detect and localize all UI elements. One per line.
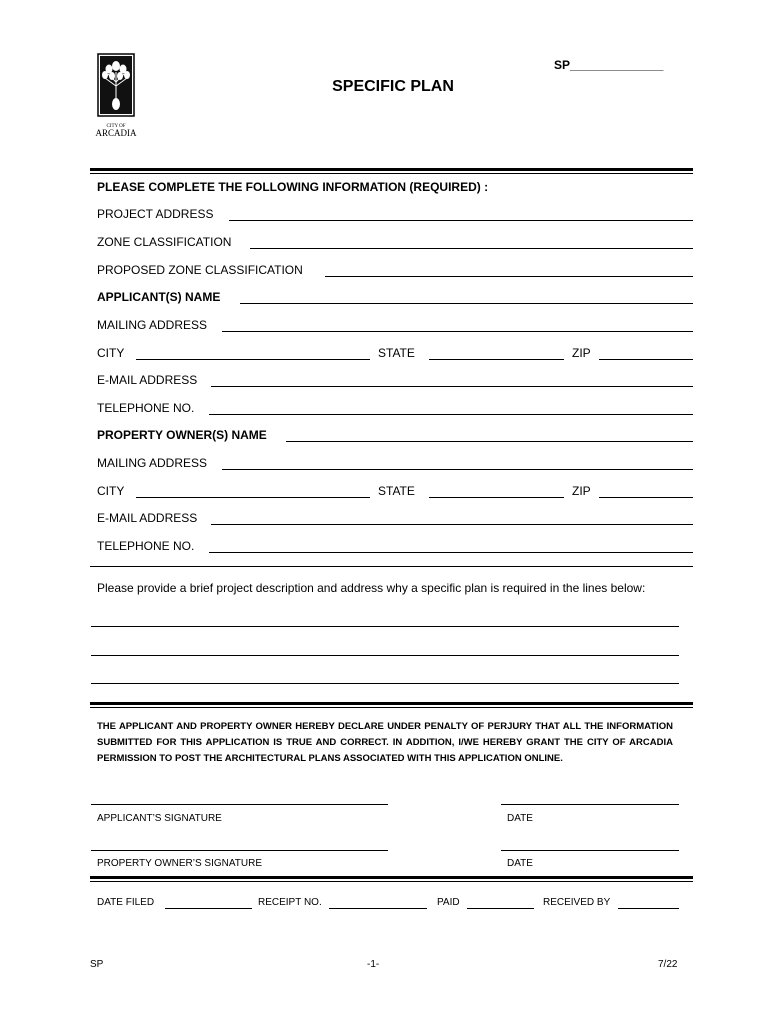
logo-text-small: CITY OF [106,124,126,129]
owner-date-line[interactable] [501,850,679,851]
owner-signature-label: PROPERTY OWNER’S SIGNATURE [97,858,263,869]
declaration-text: THE APPLICANT AND PROPERTY OWNER HEREBY DECLARE UNDER PENALTY OF PERJURY THAT ALL THE INFORMATION SUBMITTED FOR THIS APPLICATION IS TRUE AND CORRECT. IN ADDITION, I/WE HEREBY GRANT THE CITY OF ARCADIA PERMISSION TO POST THE ARCHITECTURAL PLANS ASSOCIATED WITH THIS APPLICATION ONLINE. [97,721,673,764]
applicant-telephone-label: TELEPHONE NO. [97,401,195,415]
section-required-heading: PLEASE COMPLETE THE FOLLOWING INFORMATION (REQUIRED) : [97,180,489,194]
description-line-3[interactable] [91,683,679,684]
description-line-1[interactable] [91,626,679,627]
zone-classification-label: ZONE CLASSIFICATION [97,235,232,249]
applicant-name-label: APPLICANT(S) NAME [97,290,221,304]
owner-zip-field[interactable] [599,497,693,498]
date-filed-label: DATE FILED [97,897,155,908]
owner-telephone-label: TELEPHONE NO. [97,539,195,553]
applicant-name-field[interactable] [240,303,693,304]
zone-classification-field[interactable] [250,248,693,249]
applicant-state-field[interactable] [429,359,564,360]
applicant-state-label: STATE [378,346,415,360]
applicant-mailing-label: MAILING ADDRESS [97,318,208,332]
divider [90,876,693,879]
city-of-arcadia-logo [92,52,142,144]
owner-city-label: CITY [97,484,125,498]
owner-email-field[interactable] [211,524,693,525]
project-address-field[interactable] [229,220,693,221]
date-filed-field[interactable] [165,908,252,909]
applicant-date-line[interactable] [501,804,679,805]
owner-mailing-field[interactable] [222,469,693,470]
received-by-field[interactable] [618,908,679,909]
footer-left: SP [90,959,104,970]
applicant-date-label: DATE [507,813,533,824]
applicant-mailing-field[interactable] [222,331,693,332]
applicant-zip-label: ZIP [572,346,591,360]
applicant-zip-field[interactable] [599,359,693,360]
applicant-telephone-field[interactable] [209,414,693,415]
owner-state-field[interactable] [429,497,564,498]
applicant-city-label: CITY [97,346,125,360]
divider [90,168,693,171]
divider [90,173,693,174]
owner-zip-label: ZIP [572,484,591,498]
applicant-email-field[interactable] [211,386,693,387]
paid-label: PAID [437,897,460,908]
proposed-zone-label: PROPOSED ZONE CLASSIFICATION [97,263,303,277]
owner-signature-line[interactable] [91,850,388,851]
proposed-zone-field[interactable] [325,276,693,277]
divider [90,566,693,567]
logo-text: ARCADIA [95,128,137,138]
applicant-signature-line[interactable] [91,804,388,805]
applicant-city-field[interactable] [136,359,370,360]
page-title: SPECIFIC PLAN [332,78,454,95]
owner-city-field[interactable] [136,497,370,498]
page-number: -1- [367,959,380,970]
divider [90,881,693,882]
divider [90,702,693,705]
owner-telephone-field[interactable] [209,552,693,553]
received-by-label: RECEIVED BY [543,897,611,908]
receipt-no-label: RECEIPT NO. [258,897,322,908]
description-line-2[interactable] [91,655,679,656]
description-prompt: Please provide a brief project description and address why a specific plan is required in the lines below: [97,581,646,595]
owner-mailing-label: MAILING ADDRESS [97,456,208,470]
footer-revision: 7/22 [658,959,678,970]
owner-date-label: DATE [507,858,533,869]
sp-label: SP______________ [554,58,664,72]
owner-name-label: PROPERTY OWNER(S) NAME [97,428,267,442]
paid-field[interactable] [467,908,534,909]
applicant-email-label: E-MAIL ADDRESS [97,373,198,387]
owner-email-label: E-MAIL ADDRESS [97,511,198,525]
applicant-signature-label: APPLICANT’S SIGNATURE [97,813,222,824]
owner-state-label: STATE [378,484,415,498]
divider [90,707,693,708]
receipt-no-field[interactable] [329,908,427,909]
project-address-label: PROJECT ADDRESS [97,207,214,221]
owner-name-field[interactable] [286,441,693,442]
